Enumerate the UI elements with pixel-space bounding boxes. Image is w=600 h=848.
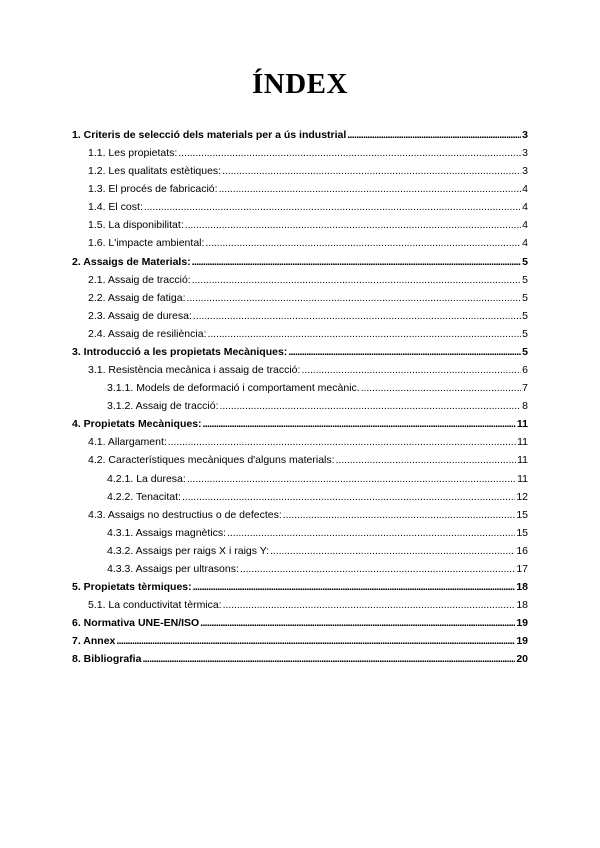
dot-leader [186, 289, 521, 307]
toc-entry-title: 1.6. L'impacte ambiental: [88, 237, 205, 250]
toc-entry-page: 18 [516, 599, 528, 612]
toc-entry-page: 4 [522, 219, 528, 232]
toc-entry-page: 19 [516, 617, 528, 630]
toc-entry-page: 18 [516, 581, 528, 593]
toc-entry-page: 17 [516, 562, 528, 575]
toc-entry[interactable] [88, 361, 528, 379]
toc-entry-title: 1.4. El cost: [88, 201, 143, 214]
toc-entry-title: 6. Normativa UNE-EN/ISO [72, 617, 200, 630]
toc-entry-page: 4 [522, 201, 528, 214]
toc-entry-page: 4 [522, 183, 528, 196]
dot-leader [288, 343, 521, 361]
toc-entry-title: 4.3.2. Assaigs per raigs X i raigs Y: [107, 544, 270, 557]
toc-entry[interactable] [107, 560, 528, 578]
toc-entry-page: 5 [522, 291, 528, 304]
toc-entry-page: 5 [522, 327, 528, 340]
dot-leader [142, 650, 515, 668]
toc-entry[interactable] [88, 234, 528, 252]
toc-entry-title: 1.1. Les propietats: [88, 147, 178, 160]
dot-leader [219, 180, 522, 198]
dot-leader [283, 506, 516, 524]
toc-entry-title: 4.2. Característiques mecàniques d'alguns materials: [88, 454, 335, 467]
toc-entry-page: 11 [517, 454, 528, 467]
toc-entry-page: 8 [522, 400, 528, 413]
toc-entry-title: 1.2. Les qualitats estètiques: [88, 165, 222, 178]
toc-entry-title: 2.1. Assaig de tracció: [88, 273, 191, 286]
toc-entry-title: 4.3.3. Assaigs per ultrasons: [107, 562, 239, 575]
toc-entry[interactable] [72, 578, 528, 596]
toc-entry[interactable] [107, 542, 528, 560]
dot-leader [168, 433, 516, 451]
dot-leader [301, 361, 521, 379]
toc-entry[interactable] [88, 198, 528, 216]
toc-entry-title: 2.4. Assaig de resiliència: [88, 327, 207, 340]
toc-entry-page: 20 [516, 653, 528, 666]
toc-entry-title: 4. Propietats Mecàniques: [72, 418, 202, 431]
toc-entry-page: 19 [516, 635, 528, 648]
toc-entry-page: 12 [516, 490, 528, 503]
toc-entry-page: 3 [522, 165, 528, 178]
dot-leader [205, 234, 521, 252]
toc-entry-page: 11 [517, 472, 528, 485]
toc-entry[interactable] [107, 397, 528, 415]
toc-entry[interactable] [72, 632, 528, 650]
dot-leader [270, 542, 515, 560]
toc-entry-title: 3.1.2. Assaig de tracció: [107, 400, 219, 413]
toc-entry[interactable] [88, 506, 528, 524]
dot-leader [178, 144, 521, 162]
toc-entry[interactable] [88, 325, 528, 343]
toc-entry-page: 5 [522, 255, 528, 268]
toc-entry-title: 4.3. Assaigs no destructius o de defectes: [88, 508, 282, 521]
toc-entry-title: 8. Bibliografia [72, 653, 142, 666]
toc-entry[interactable] [88, 271, 528, 289]
dot-leader [347, 126, 521, 144]
toc-entry-page: 6 [522, 364, 528, 377]
toc-entry[interactable] [72, 343, 528, 361]
toc-entry-title: 4.1. Allargament: [88, 436, 167, 449]
toc-entry-title: 4.3.1. Assaigs magnètics: [107, 526, 227, 539]
toc-entry[interactable] [88, 162, 528, 180]
toc-entry[interactable] [88, 433, 528, 451]
toc-entry-title: 3.1.1. Models de deformació i comportament mecànic. [107, 382, 360, 395]
toc-entry-page: 7 [522, 382, 528, 395]
toc-entry-page: 5 [522, 309, 528, 322]
toc-entry-title: 7. Annex [72, 635, 116, 648]
toc-entry-page: 15 [516, 508, 528, 521]
toc-entry-title: 3.1. Resistència mecànica i assaig de tracció: [88, 364, 301, 377]
toc-entry-page: 5 [522, 273, 528, 286]
dot-leader [227, 524, 515, 542]
dot-leader [192, 253, 521, 271]
dot-leader [219, 397, 521, 415]
dot-leader [193, 578, 516, 596]
toc-entry-title: 3. Introducció a les propietats Mecàniques: [72, 345, 288, 358]
dot-leader [223, 596, 516, 614]
dot-leader [187, 470, 516, 488]
dot-leader [200, 614, 515, 632]
toc-entry-title: 2. Assaigs de Materials: [72, 255, 191, 268]
toc-entry[interactable] [88, 216, 528, 234]
toc-entry-title: 1.3. El procés de fabricació: [88, 183, 218, 196]
toc-entry-title: 1. Criteris de selecció dels materials per a ús industrial [72, 129, 347, 141]
toc-entry-title: 2.3. Assaig de duresa: [88, 309, 192, 322]
toc-entry[interactable] [107, 524, 528, 542]
toc-entry-page: 5 [522, 345, 528, 358]
toc-entry[interactable] [72, 650, 528, 668]
dot-leader [222, 162, 521, 180]
toc-entry[interactable] [72, 126, 528, 144]
toc-entry[interactable] [88, 451, 528, 469]
toc-entry-page: 15 [516, 526, 528, 539]
toc-entry[interactable] [107, 470, 528, 488]
toc-entry-title: 1.5. La disponibilitat: [88, 219, 184, 232]
toc-entry[interactable] [88, 307, 528, 325]
toc-entry[interactable] [72, 614, 528, 632]
toc-entry[interactable] [88, 289, 528, 307]
dot-leader [361, 379, 521, 397]
toc-entry[interactable] [72, 415, 528, 433]
toc-entry-title: 4.2.2. Tenacitat: [107, 490, 181, 503]
dot-leader [144, 198, 521, 216]
toc-entry[interactable] [72, 253, 528, 271]
toc-entry-title: 5. Propietats tèrmiques: [72, 581, 192, 593]
dot-leader [116, 632, 515, 650]
dot-leader [192, 271, 521, 289]
dot-leader [240, 560, 515, 578]
dot-leader [193, 307, 521, 325]
toc-entry[interactable] [88, 144, 528, 162]
dot-leader [182, 488, 515, 506]
toc-entry-page: 16 [516, 544, 528, 557]
dot-leader [336, 451, 517, 469]
toc-entry-page: 3 [522, 129, 528, 141]
toc-entry-title: 4.2.1. La duresa: [107, 472, 186, 485]
toc-entry-page: 11 [517, 436, 528, 449]
toc-entry-page: 4 [522, 237, 528, 250]
toc-entry[interactable] [88, 180, 528, 198]
dot-leader [203, 415, 516, 433]
page-title: ÍNDEX [252, 68, 348, 100]
toc-entry-title: 2.2. Assaig de fatiga: [88, 291, 186, 304]
toc-entry[interactable] [88, 596, 528, 614]
toc-entry[interactable] [107, 379, 528, 397]
dot-leader [185, 216, 521, 234]
toc-entry-title: 5.1. La conductivitat tèrmica: [88, 599, 222, 612]
toc-entry-page: 11 [516, 418, 528, 431]
dot-leader [207, 325, 521, 343]
toc-entry[interactable] [107, 488, 528, 506]
toc-entry-page: 3 [522, 147, 528, 160]
